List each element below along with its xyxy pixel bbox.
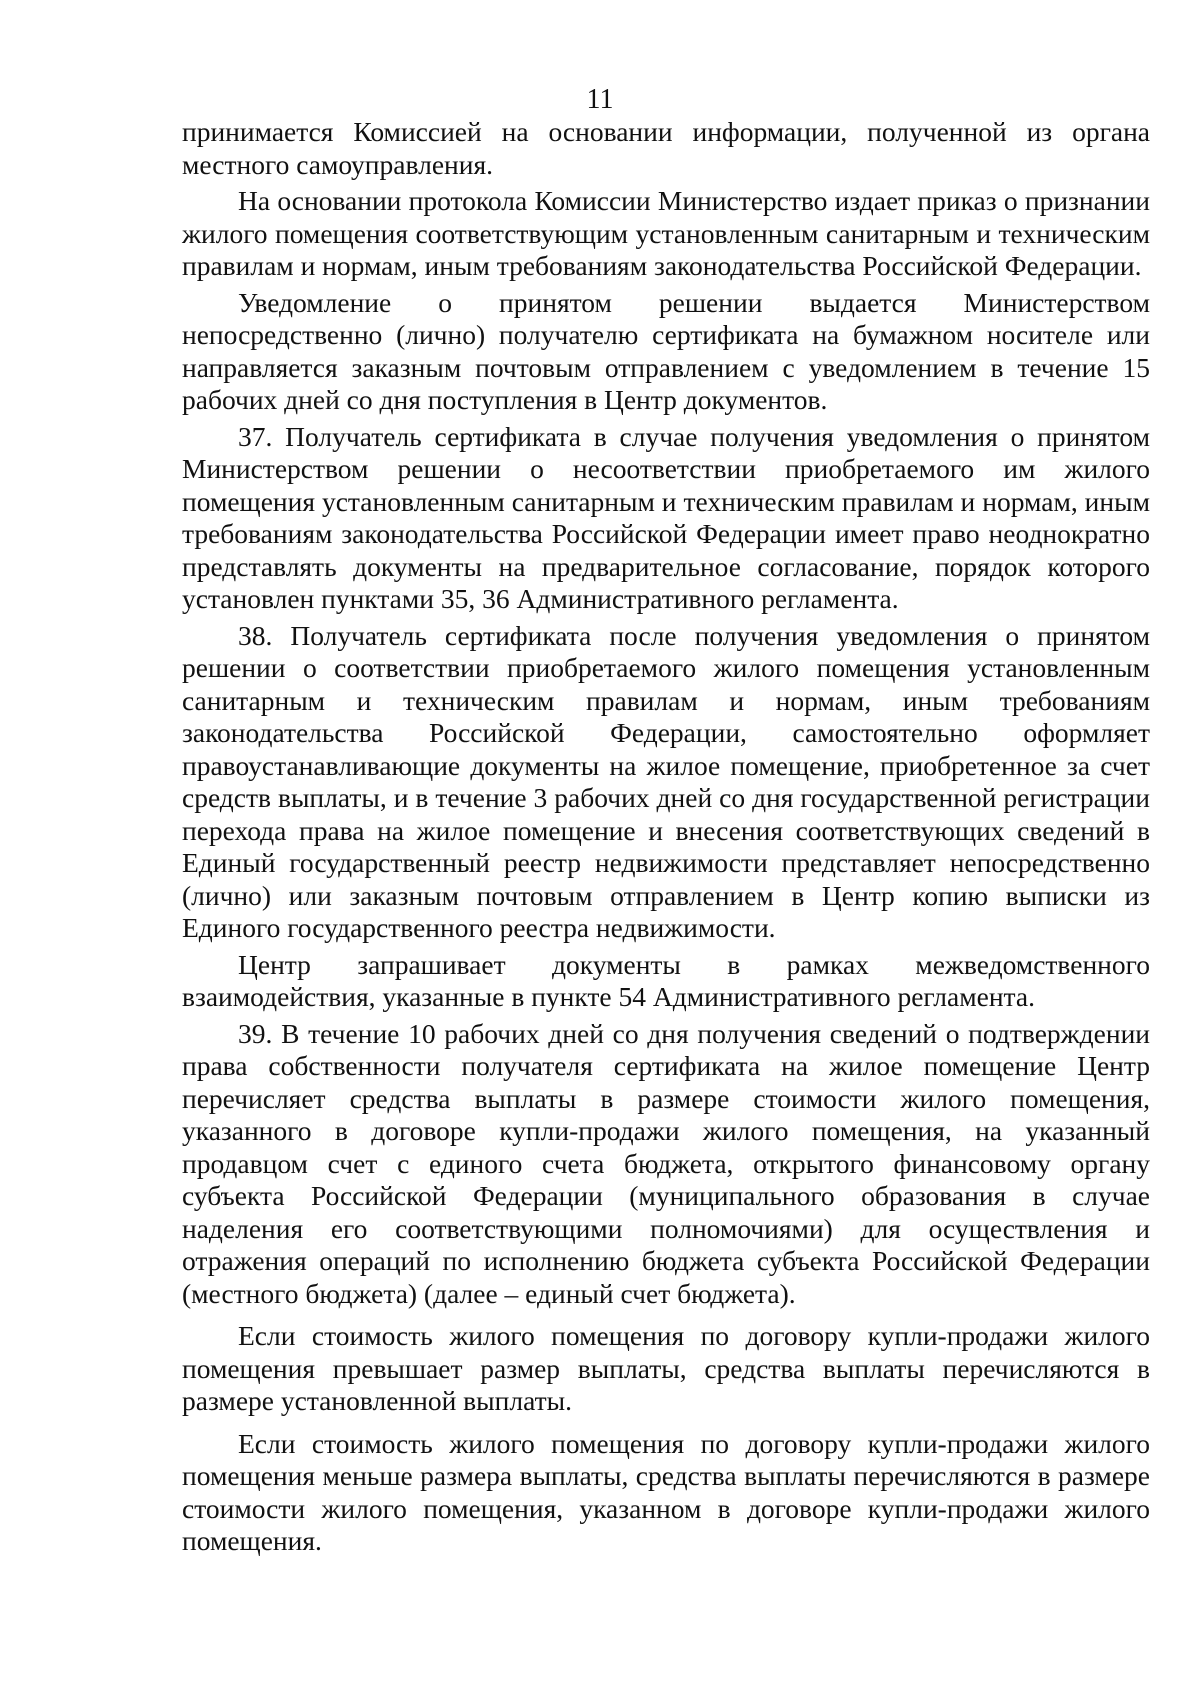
document-body (182, 116, 1150, 1562)
paragraph-cost-exceeds: Если стоимость жилого помещения по договору купли-продажи жилого помещения превышает размер выплаты, средства выплаты перечисляются в размере установленной выплаты. (182, 1320, 1150, 1416)
paragraph-item-37: 37. Получатель сертификата в случае получения уведомления о принятом Министерством решении о несоответствии приобретаемого им жилого помещения установленным санитарным и техническим правилам и нормам, иным требованиям законодательства Российской Федерации имеет право неоднократно представлять документы на предварительное согласование, порядок которого установлен пунктами 35, 36 Административного регламента. (182, 420, 1150, 614)
paragraph-continuation: принимается Комиссией на основании информации, полученной из органа местного самоуправления. (182, 116, 1150, 180)
paragraph-ministry-order: На основании протокола Комиссии Министерство издает приказ о признании жилого помещения соответствующим установленным санитарным и техническим правилам и нормам, иным требованиям законодательства Российской Федерации. (182, 185, 1150, 281)
page-number: 11 (586, 84, 614, 115)
paragraph-item-39: 39. В течение 10 рабочих дней со дня получения сведений о подтверждении права собственности получателя сертификата на жилое помещение Центр перечисляет средства выплаты в размере стоимости жилого помещения, указанного в договоре купли-продажи жилого помещения, на указанный продавцом счет с единого счета бюджета, открытого финансовому органу субъекта Российской Федерации (муниципального образования в случае наделения его соответствующими полномочиями) для осуществления и отражения операций по исполнению бюджета субъекта Российской Федерации (местного бюджета) (далее – единый счет бюджета). (182, 1017, 1150, 1309)
paragraph-item-38: 38. Получатель сертификата после получения уведомления о принятом решении о соответствии приобретаемого жилого помещения установленным санитарным и техническим правилам и нормам, иным требованиям законодательства Российской Федерации, самостоятельно оформляет правоустанавливающие документы на жилое помещение, приобретенное за счет средств выплаты, и в течение 3 рабочих дней со дня государственной регистрации перехода права на жилое помещение и внесения соответствующих сведений в Единый государственный реестр недвижимости представляет непосредственно (лично) или заказным почтовым отправлением в Центр копию выписки из Единого государственного реестра недвижимости. (182, 619, 1150, 943)
paragraph-center-request: Центр запрашивает документы в рамках межведомственного взаимодействия, указанные в пункте 54 Административного регламента. (182, 948, 1150, 1012)
paragraph-notification: Уведомление о принятом решении выдается Министерством непосредственно (лично) получателю сертификата на бумажном носителе или направляется заказным почтовым отправлением с уведомлением в течение 15 рабочих дней со дня поступления в Центр документов. (182, 286, 1150, 415)
paragraph-cost-less: Если стоимость жилого помещения по договору купли-продажи жилого помещения меньше размера выплаты, средства выплаты перечисляются в размере стоимости жилого помещения, указанном в договоре купли-продажи жилого помещения. (182, 1427, 1150, 1556)
